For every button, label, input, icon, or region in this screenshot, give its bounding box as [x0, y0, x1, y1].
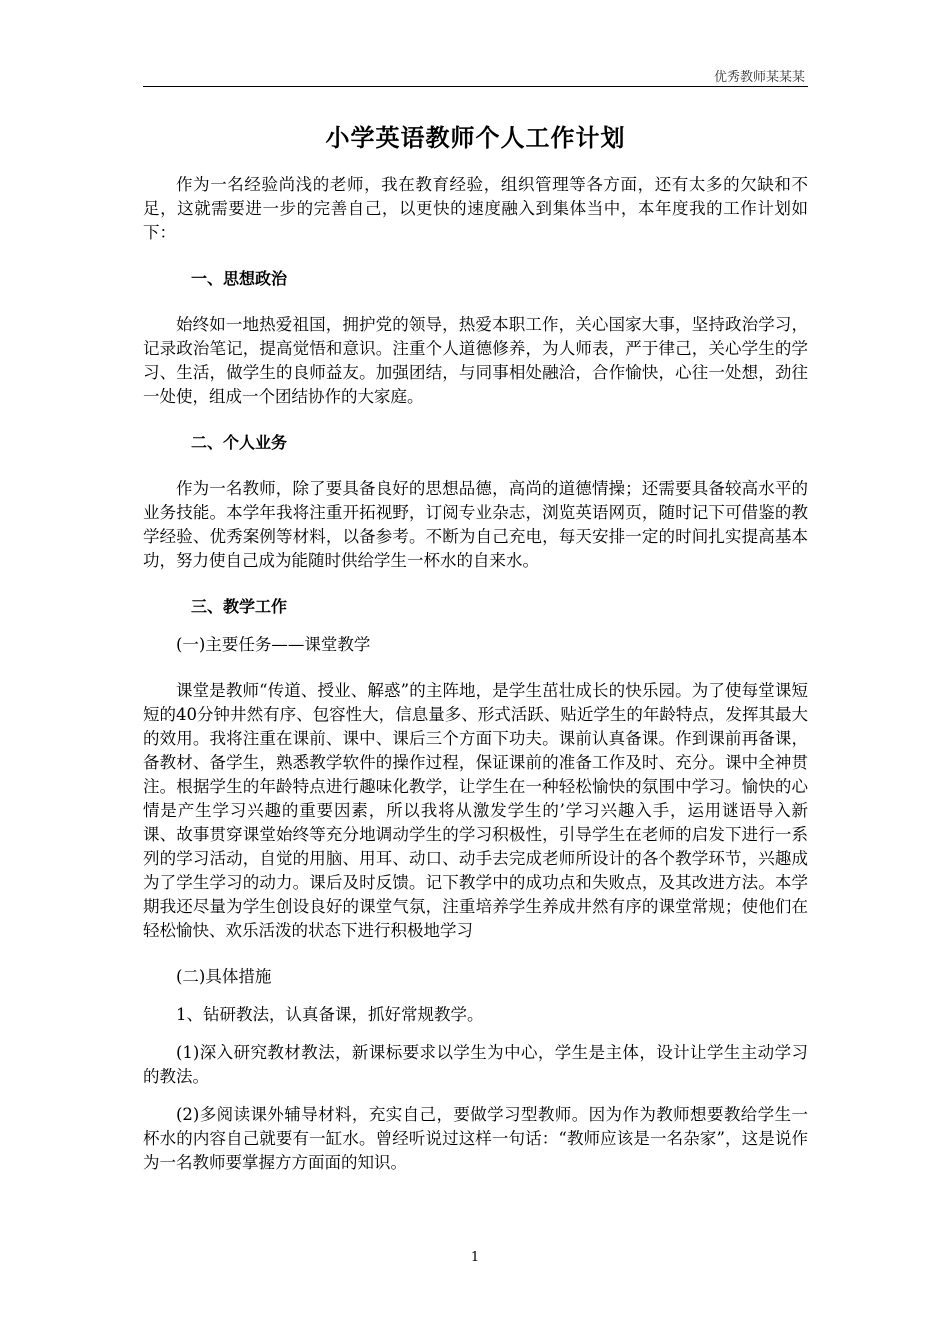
document-body	[143, 118, 808, 1175]
section-body-politics: 始终如一地热爱祖国，拥护党的领导，热爱本职工作，关心国家大事，坚持政治学习，记录政治笔记，提高觉悟和意识。注重个人道德修养，为人师表，严于律己，关心学生的学习、生活，做学生的良师益友。加强团结，与同事相处融洽，合作愉快，心往一处想，劲往一处使，组成一个团结协作的大家庭。	[143, 315, 808, 406]
section-heading-teaching: 三、教学工作	[191, 597, 288, 616]
list-item-1: 1、钻研教法，认真备课，抓好常规教学。	[176, 1005, 484, 1024]
subsection-body-main-task: 课堂是教师“传道、授业、解惑”的主阵地，是学生茁壮成长的快乐园。为了使每堂课短短的40分钟井然有序、包容性大，信息量多、形式活跃、贴近学生的年龄特点，发挥其最大的效用。我将注重在课前、课中、课后三个方面下功夫。课前认真备课。作到课前再备课，备教材、备学生，熟悉教学软件的操作过程，保证课前的准备工作及时、充分。课中全神贯注。根据学生的年龄特点进行趣味化教学，让学生在一种轻松愉快的氛围中学习。愉快的心情是产生学习兴趣的重要因素，所以我将从激发学生的’学习兴趣入手，运用谜语导入新课、故事贯穿课堂始终等充分地调动学生的学习积极性，引导学生在老师的启发下进行一系列的学习活动，自觉的用脑、用耳、动口、动手去完成老师所设计的各个教学环节，兴趣成为了学生学习的动力。课后及时反馈。记下教学中的成功点和失败点，及其改进方法。本学期我还尽量为学生创设良好的课堂气氛，注重培养学生养成井然有序的课堂常规；使他们在轻松愉快、欢乐活泼的状态下进行积极地学习	[143, 681, 808, 940]
subsection-title-measures: (二)具体措施	[176, 967, 272, 986]
subsection-title-main-task: (一)主要任务——课堂教学	[176, 635, 371, 654]
header-divider	[143, 86, 808, 87]
page-number: 1	[470, 1250, 480, 1265]
section-heading-professional: 二、个人业务	[191, 433, 288, 452]
document-title: 小学英语教师个人工作计划	[325, 123, 626, 152]
section-heading-politics: 一、思想政治	[191, 269, 288, 288]
list-item-1-2: (2)多阅读课外辅导材料，充实自己，要做学习型教师。因为作为教师想要教给学生一杯水的内容自己就要有一缸水。曾经听说过这样一句话：“教师应该是一名杂家”，这是说作为一名教师要掌握方方面面的知识。	[143, 1105, 808, 1172]
section-body-professional: 作为一名教师，除了要具备良好的思想品德，高尚的道德情操；还需要具备较高水平的业务技能。本学年我将注重开拓视野，订阅专业杂志，浏览英语网页，随时记下可借鉴的教学经验、优秀案例等材料，以备参考。不断为自己充电，每天安排一定的时间扎实提高基本功，努力使自己成为能随时供给学生一杯水的自来水。	[143, 479, 808, 570]
intro-paragraph: 作为一名经验尚浅的老师，我在教育经验，组织管理等各方面，还有太多的欠缺和不足，这就需要进一步的完善自己，以更快的速度融入到集体当中，本年度我的工作计划如下：	[143, 175, 808, 242]
page-header-text: 优秀教师某某某	[713, 70, 805, 85]
list-item-1-1: (1)深入研究教材教法，新课标要求以学生为中心，学生是主体，设计让学生主动学习的教法。	[143, 1043, 808, 1086]
